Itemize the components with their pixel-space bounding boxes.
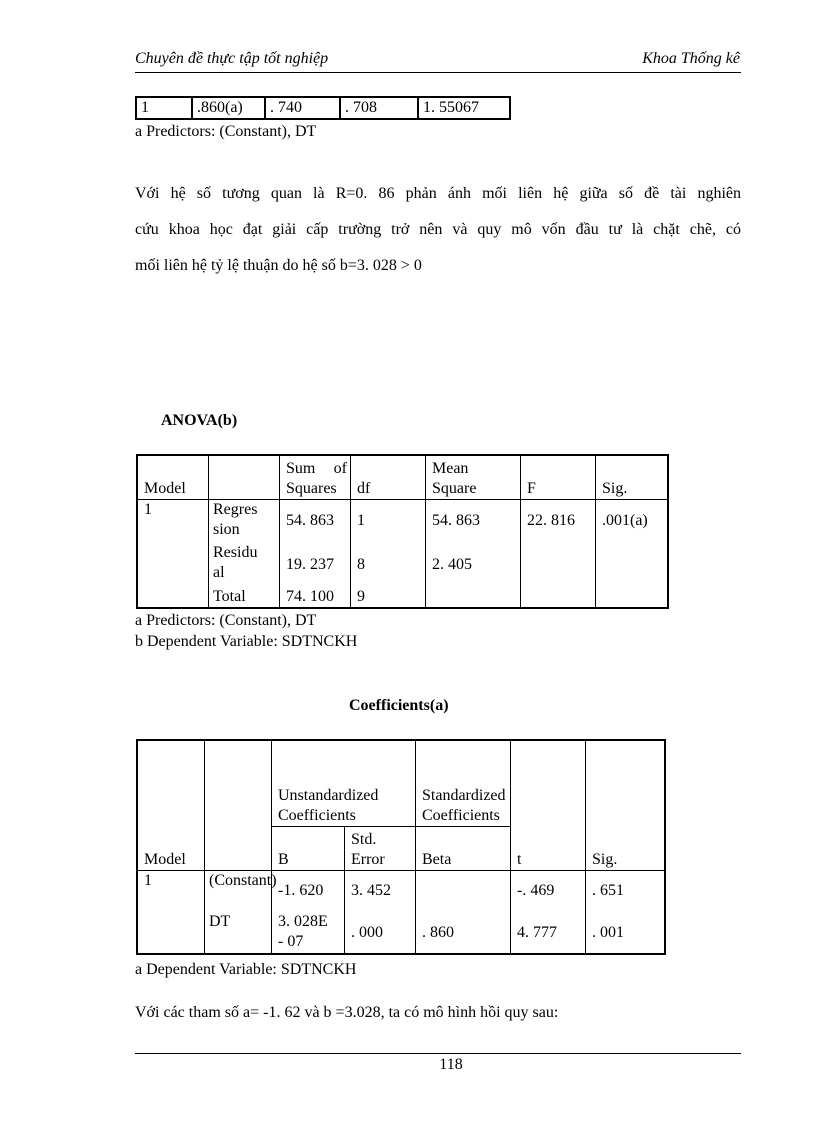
table-cell: . 740: [265, 97, 340, 119]
anova-note-b: b Dependent Variable: SDTNCKH: [135, 633, 358, 650]
row-label: Regres sion: [209, 499, 280, 543]
table-cell: [137, 912, 205, 954]
table-cell: 9: [351, 587, 426, 608]
model-number: 1: [137, 499, 209, 543]
coefficients-title: Coefficients(a): [349, 697, 449, 714]
table-cell: 1. 55067: [418, 97, 510, 119]
table-cell: [521, 543, 596, 587]
paragraph-line: mối liên hệ tỷ lệ thuận do hệ số b=3. 028 > 0: [135, 257, 422, 274]
table-cell: . 000: [345, 912, 416, 954]
table-cell: 1: [351, 499, 426, 543]
table-cell: 4. 777: [511, 912, 586, 954]
header-empty: [205, 740, 272, 870]
table-row: [137, 543, 668, 587]
header-rule: [135, 72, 741, 73]
header-mean-square-2: Square: [432, 479, 477, 497]
anova-note-a: a Predictors: (Constant), DT: [135, 612, 317, 629]
table-row: [137, 912, 665, 954]
table-cell: 54. 863: [280, 499, 351, 543]
row-label: (Constant): [205, 870, 272, 912]
header-t: t: [511, 740, 586, 870]
table-cell: . 708: [340, 97, 418, 119]
header-beta: Beta: [416, 826, 511, 870]
header-sig: Sig.: [586, 740, 666, 870]
model-summary-note: a Predictors: (Constant), DT: [135, 123, 317, 140]
paragraph-correlation: [135, 176, 741, 284]
table-row: [137, 870, 665, 912]
header-std-error: Std. Error: [345, 826, 416, 870]
header-model: Model: [137, 740, 205, 870]
table-cell: 54. 863: [426, 499, 521, 543]
header-f: F: [521, 455, 596, 499]
header-b: B: [272, 826, 345, 870]
page-number: 118: [439, 1056, 463, 1073]
anova-title: ANOVA(b): [161, 412, 238, 429]
header-right: Khoa Thống kê: [642, 50, 740, 67]
table-cell: . 651: [586, 870, 666, 912]
table-cell: . 860: [416, 912, 511, 954]
table-row: [136, 97, 510, 119]
footer-rule: [135, 1053, 741, 1054]
header-df: df: [351, 455, 426, 499]
header-mean-square: [426, 455, 521, 499]
table-cell: 2. 405: [426, 543, 521, 587]
header-left: Chuyên đề thực tập tốt nghiệp: [135, 50, 329, 67]
coefficients-note: a Dependent Variable: SDTNCKH: [135, 961, 357, 978]
row-label: DT: [205, 912, 272, 954]
table-cell: 22. 816: [521, 499, 596, 543]
paragraph-line: Với hệ số tương quan là R=0. 86 phản ánh mối liên hệ giữa số đề tài nghiên: [135, 185, 741, 202]
table-cell: -. 469: [511, 870, 586, 912]
anova-table: [136, 454, 669, 609]
table-cell: [137, 543, 209, 587]
table-cell: [416, 870, 511, 912]
header-empty: [209, 455, 280, 499]
header-sum-squares-2: Squares: [286, 479, 337, 497]
header-mean-square-1: Mean: [432, 459, 469, 477]
paragraph-line: cứu khoa học đạt giải cấp trường trở nên và quy mô vốn đầu tư là chặt chẽ, có: [135, 221, 741, 238]
paragraph-regression: Với các tham số a= -1. 62 và b =3.028, ta có mô hình hồi quy sau:: [135, 1004, 559, 1021]
table-cell: [596, 587, 669, 608]
table-header-row: [137, 455, 668, 499]
header-sum-squares-1: Sum of: [286, 459, 347, 477]
table-cell: 74. 100: [280, 587, 351, 608]
table-cell: .001(a): [596, 499, 669, 543]
table-header-row: [137, 740, 665, 826]
table-cell: -1. 620: [272, 870, 345, 912]
table-cell: 19. 237: [280, 543, 351, 587]
table-cell: .860(a): [192, 97, 265, 119]
row-label: Residu al: [209, 543, 280, 587]
table-cell: 3. 028E - 07: [272, 912, 345, 954]
coefficients-table: [136, 739, 666, 955]
table-cell: 1: [136, 97, 192, 119]
model-number: 1: [137, 870, 205, 912]
table-cell: [426, 587, 521, 608]
row-label: Total: [209, 587, 280, 608]
header-standardized: Standardized Coefficients: [416, 740, 511, 826]
table-cell: [521, 587, 596, 608]
table-cell: 8: [351, 543, 426, 587]
header-model: Model: [137, 455, 209, 499]
model-summary-table: [135, 96, 511, 120]
table-cell: [137, 587, 209, 608]
header-unstandardized: Unstandardized Coefficients: [272, 740, 416, 826]
table-cell: . 001: [586, 912, 666, 954]
table-row: [137, 587, 668, 608]
table-row: [137, 499, 668, 543]
table-cell: 3. 452: [345, 870, 416, 912]
header-sum-squares: [280, 455, 351, 499]
header-sig: Sig.: [596, 455, 669, 499]
table-cell: [596, 543, 669, 587]
